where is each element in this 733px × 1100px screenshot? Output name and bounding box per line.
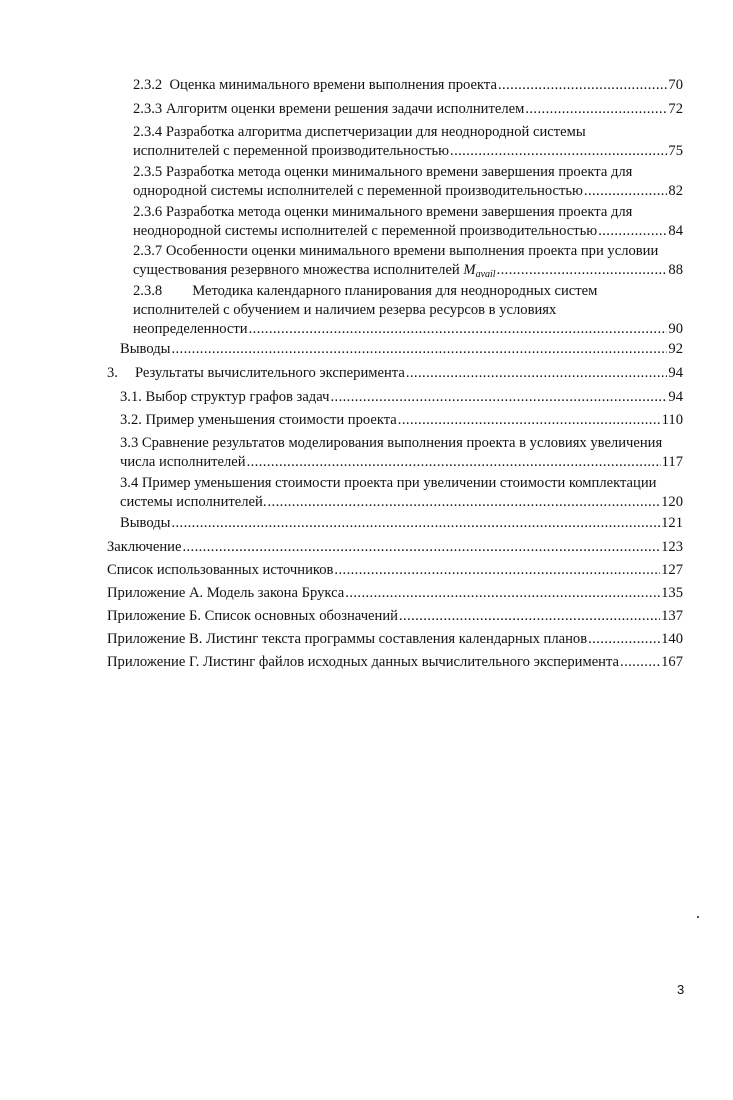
leader-dots <box>598 222 667 241</box>
toc-entry-title: Оценка минимального времени выполнения проекта <box>169 77 497 93</box>
toc-entry-title-cont: системы исполнителей. <box>120 494 267 510</box>
toc-entry-title-cont: числа исполнителей <box>120 454 246 470</box>
math-symbol: M <box>463 262 476 278</box>
toc-entry-3 <box>107 364 683 383</box>
scan-speck <box>697 916 699 918</box>
toc-entry-3-1 <box>120 388 683 407</box>
toc-page-number: 94 <box>668 365 683 381</box>
toc-entry-appendix-v <box>107 630 683 649</box>
leader-dots <box>330 388 667 407</box>
leader-dots <box>247 453 661 472</box>
leader-dots <box>171 340 667 359</box>
toc-entry-title-cont: исполнителей с переменной производительностью <box>133 143 450 159</box>
toc-entry-conclusions-3 <box>120 514 683 533</box>
toc-entry-title-cont: неоднородной системы исполнителей с переменной производительностью <box>133 223 598 239</box>
toc-page-number: 127 <box>661 562 683 578</box>
leader-dots <box>334 561 660 580</box>
toc-page-number: 117 <box>661 454 683 470</box>
toc-entry-3-3 <box>120 434 683 472</box>
toc-entry-title: Разработка метода оценки минимального времени завершения проекта для <box>165 204 633 220</box>
toc-entry-2-3-6 <box>133 203 683 241</box>
toc-page-number: 88 <box>668 262 683 278</box>
toc-page-number: 140 <box>661 631 683 647</box>
toc-page-number: 75 <box>668 143 683 159</box>
toc-entry-number: 2.3.4 <box>133 124 163 140</box>
leader-dots <box>398 411 661 430</box>
toc-entry-title: Выводы <box>120 341 171 357</box>
toc-entry-title-cont: однородной системы исполнителей с переменной производительностью <box>133 183 583 199</box>
toc-entry-title: Методика календарного планирования для неоднородных систем <box>192 283 598 299</box>
toc-entry-title: 3.2. Пример уменьшения стоимости проекта <box>120 412 397 428</box>
toc-page-number: 137 <box>661 608 683 624</box>
leader-dots <box>584 182 668 201</box>
toc-entry-appendix-b <box>107 607 683 626</box>
toc-entry-2-3-7 <box>133 242 683 284</box>
toc-entry-number: 2.3.3 <box>133 101 163 117</box>
toc-page-number: 123 <box>661 539 683 555</box>
toc-entry-2-3-4 <box>133 123 683 161</box>
toc-entry-title: Список использованных источников <box>107 562 334 578</box>
toc-entry-title: 3.1. Выбор структур графов задач <box>120 389 330 405</box>
toc-entry-title: Заключение <box>107 539 182 555</box>
toc-entry-title: Выводы <box>120 515 171 531</box>
toc-entry-conclusions-2 <box>120 340 683 359</box>
toc-entry-title: 3.3 Сравнение результатов моделирования выполнения проекта в условиях увеличения <box>120 435 663 451</box>
leader-dots <box>406 364 668 383</box>
toc-entry-title: Приложение В. Листинг текста программы составления календарных планов <box>107 631 588 647</box>
leader-dots <box>497 261 668 280</box>
toc-entry-title: Разработка метода оценки минимального времени завершения проекта для <box>165 164 633 180</box>
toc-entry-2-3-8 <box>133 282 683 339</box>
toc-page-number: 90 <box>668 321 683 337</box>
page-number: 3 <box>677 982 685 997</box>
toc-entry-number: 2.3.6 <box>133 204 163 220</box>
toc-entry-2-3-3 <box>133 100 683 119</box>
toc-entry-title: Результаты вычислительного эксперимента <box>134 365 405 381</box>
toc-entry-2-3-5 <box>133 163 683 201</box>
toc-page-number: 92 <box>668 341 683 357</box>
leader-dots <box>249 320 668 339</box>
toc-entry-references <box>107 561 683 580</box>
toc-entry-title: Разработка алгоритма диспетчеризации для неоднородной системы <box>165 124 586 140</box>
toc-entry-title: Приложение А. Модель закона Брукса <box>107 585 345 601</box>
leader-dots <box>450 142 667 161</box>
leader-dots <box>268 493 661 512</box>
toc-entry-3-2 <box>120 411 683 430</box>
leader-dots <box>588 630 660 649</box>
math-subscript: avail <box>475 269 496 280</box>
toc-page-number: 94 <box>668 389 683 405</box>
toc-entry-title: 3.4 Пример уменьшения стоимости проекта при увеличении стоимости комплектации <box>120 475 657 491</box>
leader-dots <box>399 607 660 626</box>
leader-dots <box>345 584 660 603</box>
leader-dots <box>171 514 660 533</box>
leader-dots <box>498 76 667 95</box>
toc-entry-title: Приложение Б. Список основных обозначений <box>107 608 398 624</box>
toc-entry-summary <box>107 538 683 557</box>
toc-entry-number: 3. <box>107 365 118 381</box>
toc-entry-2-3-2 <box>133 76 683 95</box>
toc-entry-title: Особенности оценки минимального времени выполнения проекта при условии <box>165 243 659 259</box>
toc-entry-3-4 <box>120 474 683 512</box>
toc-entry-number: 2.3.8 <box>133 283 163 299</box>
toc-page-number: 110 <box>661 412 683 428</box>
leader-dots <box>525 100 667 119</box>
toc-entry-appendix-g <box>107 653 683 672</box>
toc-entry-appendix-a <box>107 584 683 603</box>
toc-entry-title-cont: существования резервного множества исполнителей <box>133 262 460 278</box>
toc-entry-title: Алгоритм оценки времени решения задачи исполнителем <box>165 101 525 117</box>
toc-entry-number: 2.3.7 <box>133 243 163 259</box>
toc-entry-title: Приложение Г. Листинг файлов исходных данных вычислительного эксперимента <box>107 654 620 670</box>
toc-page-number: 167 <box>661 654 683 670</box>
toc-page-number: 120 <box>661 494 683 510</box>
toc-page-number: 135 <box>661 585 683 601</box>
toc-page-number: 72 <box>668 101 683 117</box>
leader-dots <box>620 653 660 672</box>
leader-dots <box>182 538 660 557</box>
toc-page-number: 82 <box>668 183 683 199</box>
toc-page-number: 70 <box>668 77 683 93</box>
toc-entry-title-cont: исполнителей с обучением и наличием резерва ресурсов в условиях <box>133 302 557 318</box>
toc-entry-title-cont: неопределенности <box>133 321 248 337</box>
toc-entry-number: 2.3.2 <box>133 77 163 93</box>
toc-entry-number: 2.3.5 <box>133 164 163 180</box>
toc-page-number: 121 <box>661 515 683 531</box>
toc-page-number: 84 <box>668 223 683 239</box>
